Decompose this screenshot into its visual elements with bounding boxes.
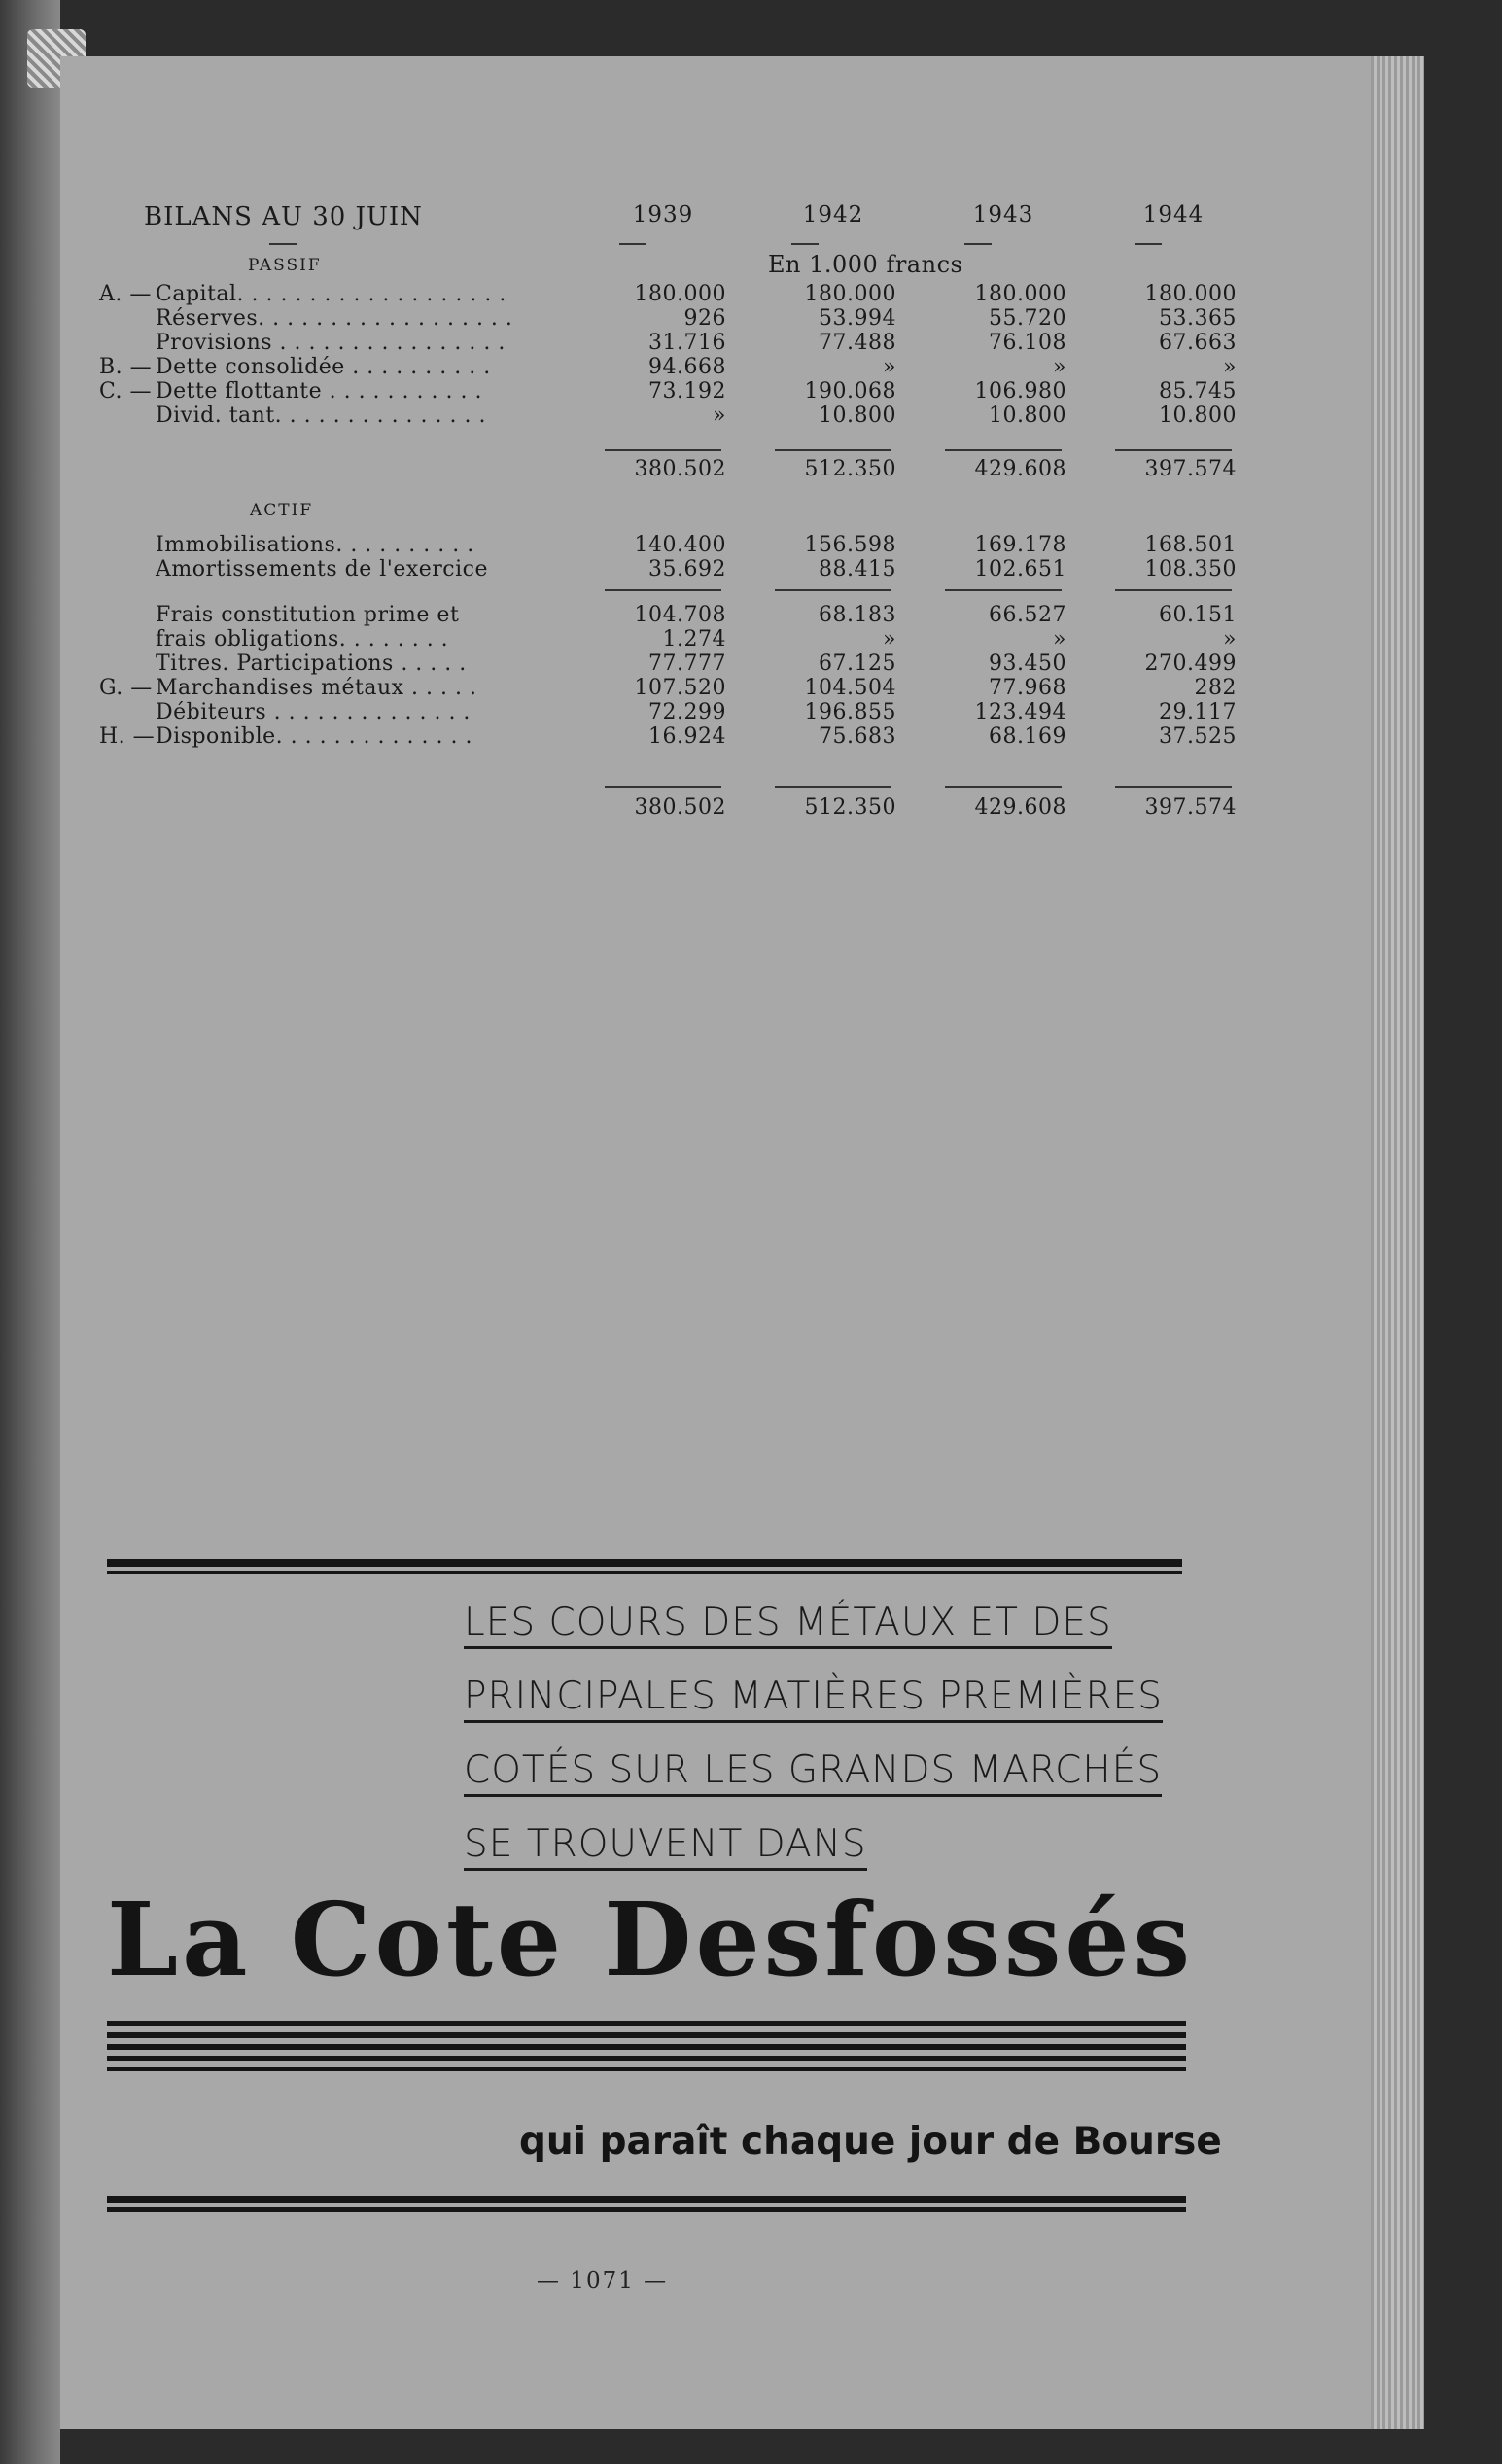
value-cell: 10.800 bbox=[1159, 404, 1237, 428]
header-dash bbox=[964, 243, 992, 245]
row-label: Marchandises métaux . . . . . bbox=[156, 676, 477, 700]
value-cell: » bbox=[883, 627, 896, 651]
value-cell: 94.668 bbox=[648, 355, 726, 379]
total-cell: 429.608 bbox=[974, 457, 1066, 481]
value-cell: 10.800 bbox=[819, 404, 896, 428]
row-label: Dette consolidée . . . . . . . . . . bbox=[156, 355, 491, 379]
header-dash bbox=[619, 243, 646, 245]
total-cell: 68.183 bbox=[819, 603, 896, 627]
value-cell: 73.192 bbox=[648, 379, 726, 404]
value-cell: 55.720 bbox=[989, 306, 1066, 331]
ad-tagline: qui paraît chaque jour de Bourse bbox=[519, 2120, 1222, 2164]
value-cell: 88.415 bbox=[819, 557, 896, 581]
book-binding-edge bbox=[0, 0, 60, 2464]
brand-stripe bbox=[107, 2032, 1186, 2038]
value-cell: 168.501 bbox=[1144, 533, 1237, 557]
ad-headline-line: COTÉS SUR LES GRANDS MARCHÉS bbox=[464, 1748, 1162, 1797]
header-dash bbox=[1135, 243, 1162, 245]
total-cell: 380.502 bbox=[634, 795, 726, 820]
ad-bottom-rule bbox=[107, 2207, 1186, 2212]
unit-label: En 1.000 francs bbox=[768, 251, 963, 278]
brand-stripe bbox=[107, 2044, 1186, 2050]
value-cell: 180.000 bbox=[804, 282, 896, 306]
sum-rule bbox=[945, 589, 1062, 591]
actif-label: ACTIF bbox=[250, 501, 314, 520]
year-header: 1943 bbox=[972, 202, 1034, 228]
value-cell: 77.488 bbox=[819, 331, 896, 355]
value-cell: 123.494 bbox=[974, 700, 1066, 724]
value-cell: 190.068 bbox=[804, 379, 896, 404]
year-header: 1942 bbox=[802, 202, 864, 228]
value-cell: 31.716 bbox=[648, 331, 726, 355]
value-cell: 10.800 bbox=[989, 404, 1066, 428]
value-cell: » bbox=[1223, 627, 1237, 651]
ad-bottom-rule bbox=[107, 2196, 1186, 2203]
value-cell: 67.663 bbox=[1159, 331, 1237, 355]
value-cell: 169.178 bbox=[974, 533, 1066, 557]
value-cell: 180.000 bbox=[634, 282, 726, 306]
value-cell: 926 bbox=[683, 306, 726, 331]
value-cell: 68.169 bbox=[989, 724, 1066, 749]
value-cell: 102.651 bbox=[974, 557, 1066, 581]
value-cell: 67.125 bbox=[819, 651, 896, 676]
value-cell: 77.777 bbox=[648, 651, 726, 676]
ad-top-rule bbox=[107, 1559, 1182, 1567]
ad-headline-line: SE TROUVENT DANS bbox=[464, 1822, 867, 1871]
total-cell: 429.608 bbox=[974, 795, 1066, 820]
value-cell: » bbox=[1053, 627, 1066, 651]
total-cell: 397.574 bbox=[1144, 795, 1237, 820]
row-prefix: G. — bbox=[99, 676, 153, 700]
sum-rule bbox=[775, 589, 891, 591]
sum-rule bbox=[605, 449, 721, 451]
row-label: Titres. Participations . . . . . bbox=[156, 651, 467, 676]
row-label: Immobilisations. . . . . . . . . . bbox=[156, 533, 474, 557]
value-cell: 1.274 bbox=[662, 627, 726, 651]
row-label: Provisions . . . . . . . . . . . . . . . . bbox=[156, 331, 506, 355]
value-cell: 35.692 bbox=[648, 557, 726, 581]
row-label: Capital. . . . . . . . . . . . . . . . . . . bbox=[156, 282, 506, 306]
brand-logo-text: La Cote Desfossés bbox=[107, 1880, 1195, 1999]
total-cell: 512.350 bbox=[804, 457, 896, 481]
value-cell: 156.598 bbox=[804, 533, 896, 557]
value-cell: 282 bbox=[1194, 676, 1237, 700]
year-header: 1944 bbox=[1142, 202, 1205, 228]
row-label: Frais constitution prime et bbox=[156, 603, 460, 627]
row-label: frais obligations. . . . . . . . bbox=[156, 627, 449, 651]
value-cell: 76.108 bbox=[989, 331, 1066, 355]
value-cell: 53.994 bbox=[819, 306, 896, 331]
value-cell: 37.525 bbox=[1159, 724, 1237, 749]
row-label: Divid. tant. . . . . . . . . . . . . . . bbox=[156, 404, 486, 428]
total-cell: 60.151 bbox=[1159, 603, 1237, 627]
value-cell: 180.000 bbox=[974, 282, 1066, 306]
value-cell: 16.924 bbox=[648, 724, 726, 749]
row-prefix: H. — bbox=[99, 724, 156, 749]
brand-stripe bbox=[107, 2067, 1186, 2071]
value-cell: 104.504 bbox=[804, 676, 896, 700]
table-title: BILANS AU 30 JUIN bbox=[144, 202, 423, 231]
value-cell: 106.980 bbox=[974, 379, 1066, 404]
ad-headline-line: LES COURS DES MÉTAUX ET DES bbox=[464, 1601, 1112, 1649]
row-label: Dette flottante . . . . . . . . . . . bbox=[156, 379, 482, 404]
value-cell: 85.745 bbox=[1159, 379, 1237, 404]
value-cell: 140.400 bbox=[634, 533, 726, 557]
sum-rule bbox=[945, 449, 1062, 451]
sum-rule bbox=[775, 786, 891, 788]
value-cell: » bbox=[883, 355, 896, 379]
page-number: — 1071 — bbox=[537, 2269, 669, 2294]
total-cell: 512.350 bbox=[804, 795, 896, 820]
total-cell: 380.502 bbox=[634, 457, 726, 481]
row-label: Disponible. . . . . . . . . . . . . . bbox=[156, 724, 472, 749]
value-cell: » bbox=[713, 404, 726, 428]
value-cell: 29.117 bbox=[1159, 700, 1237, 724]
row-label: Débiteurs . . . . . . . . . . . . . . bbox=[156, 700, 471, 724]
row-prefix: C. — bbox=[99, 379, 153, 404]
sum-rule bbox=[945, 786, 1062, 788]
page-stack-edge bbox=[1371, 56, 1424, 2429]
value-cell: 270.499 bbox=[1144, 651, 1237, 676]
sum-rule bbox=[775, 449, 891, 451]
value-cell: » bbox=[1053, 355, 1066, 379]
sum-rule bbox=[1115, 449, 1232, 451]
sum-rule bbox=[605, 589, 721, 591]
total-cell: 104.708 bbox=[634, 603, 726, 627]
value-cell: 196.855 bbox=[804, 700, 896, 724]
value-cell: 93.450 bbox=[989, 651, 1066, 676]
header-dash bbox=[269, 243, 297, 245]
value-cell: 108.350 bbox=[1144, 557, 1237, 581]
row-label: Amortissements de l'exercice bbox=[156, 557, 489, 581]
year-header: 1939 bbox=[632, 202, 694, 228]
value-cell: 107.520 bbox=[634, 676, 726, 700]
total-cell: 66.527 bbox=[989, 603, 1066, 627]
ad-top-rule-thin bbox=[107, 1571, 1182, 1574]
passif-label: PASSIF bbox=[248, 256, 322, 275]
total-cell: 397.574 bbox=[1144, 457, 1237, 481]
value-cell: 75.683 bbox=[819, 724, 896, 749]
brand-stripe bbox=[107, 2021, 1186, 2026]
sum-rule bbox=[1115, 786, 1232, 788]
sum-rule bbox=[1115, 589, 1232, 591]
document-page bbox=[60, 56, 1371, 2429]
brand-stripe bbox=[107, 2056, 1186, 2061]
balance-sheet-table bbox=[60, 56, 1371, 2429]
row-label: Réserves. . . . . . . . . . . . . . . . . . bbox=[156, 306, 513, 331]
sum-rule bbox=[605, 786, 721, 788]
header-dash bbox=[791, 243, 819, 245]
row-prefix: B. — bbox=[99, 355, 153, 379]
value-cell: » bbox=[1223, 355, 1237, 379]
value-cell: 77.968 bbox=[989, 676, 1066, 700]
value-cell: 180.000 bbox=[1144, 282, 1237, 306]
row-prefix: A. — bbox=[99, 282, 152, 306]
value-cell: 72.299 bbox=[648, 700, 726, 724]
value-cell: 53.365 bbox=[1159, 306, 1237, 331]
ad-headline-line: PRINCIPALES MATIÈRES PREMIÈRES bbox=[464, 1674, 1163, 1723]
